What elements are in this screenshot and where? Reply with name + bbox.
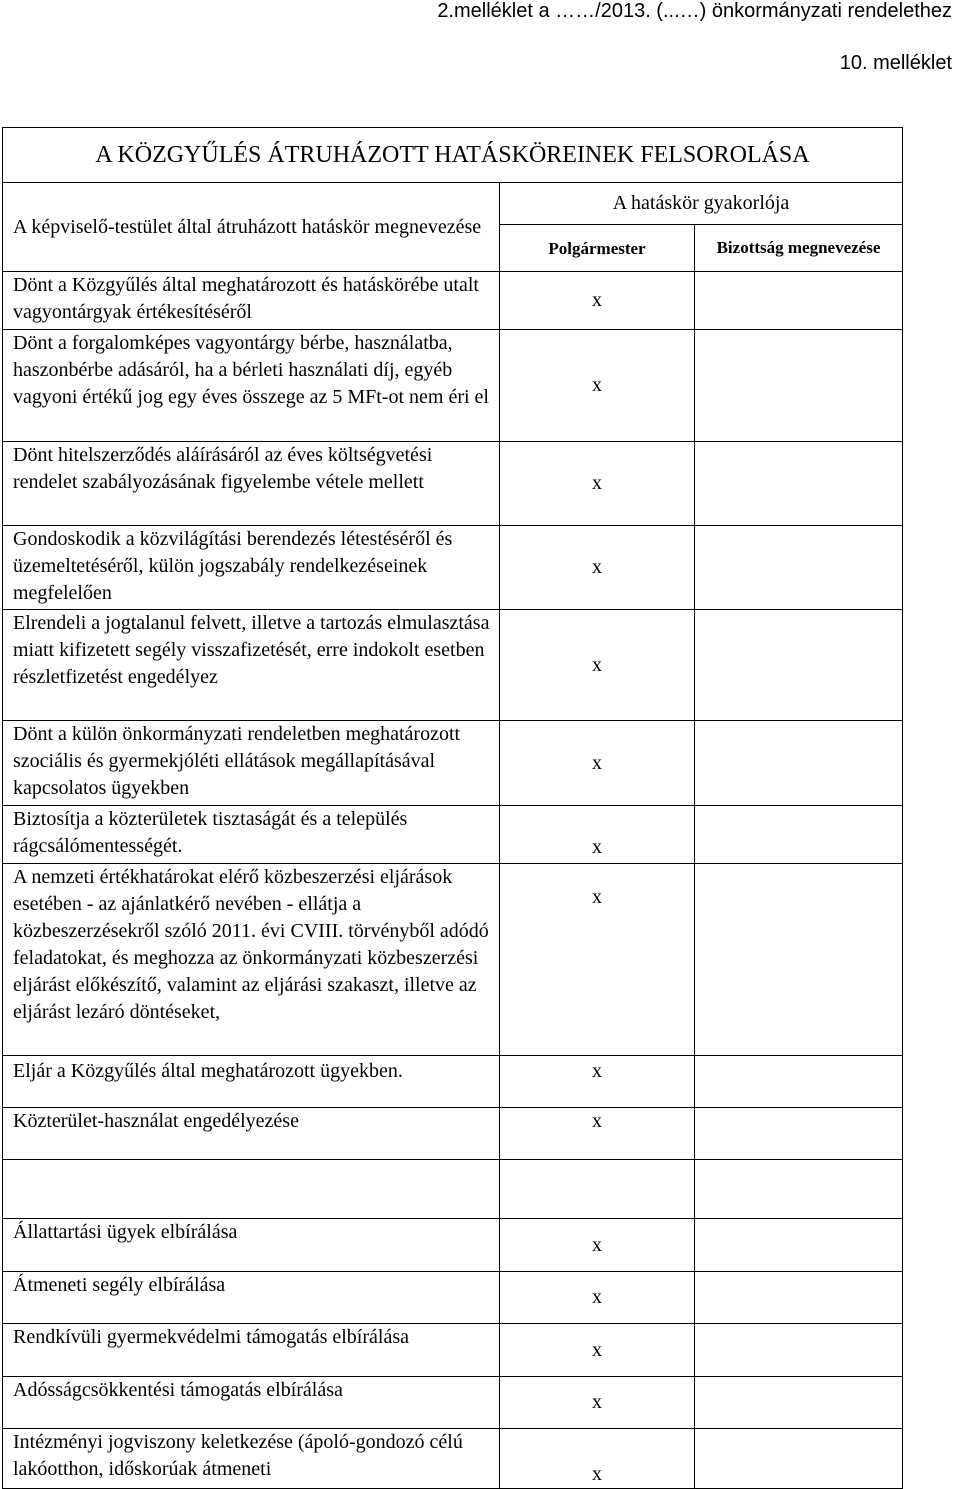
mayor-mark: x <box>500 1324 695 1377</box>
power-name: Biztosítja a közterületek tisztaságát és a település rágcsálómentességét. <box>3 806 500 864</box>
committee-name <box>695 610 903 721</box>
table-row <box>3 1324 903 1377</box>
power-name: Átmeneti segély elbírálása <box>3 1272 500 1324</box>
table-row <box>3 1219 903 1272</box>
table-row <box>3 442 903 526</box>
empty-cell <box>500 1160 695 1219</box>
mayor-mark: x <box>500 272 695 330</box>
power-name: Állattartási ügyek elbírálása <box>3 1219 500 1272</box>
committee-name <box>695 864 903 1056</box>
table-row <box>3 1377 903 1429</box>
power-name: Elrendeli a jogtalanul felvett, illetve a tartozás elmulasztása miatt kifizetett segély visszafizetését, erre indokolt esetben részletfizetést engedélyez <box>3 610 500 721</box>
committee-name <box>695 330 903 442</box>
power-name: A nemzeti értékhatárokat elérő közbeszerzési eljárások esetében - az ajánlatkérő nevében - ellátja a közbeszerzésekről szóló 2011. évi CVIII. törvényből adódó feladatokat, és meghozza az önkormányzati közbeszerzési eljárást előkészítő, valamint az eljárási szakaszt, illetve az eljárást lezáró döntéseket, <box>3 864 500 1056</box>
table-row <box>3 1429 903 1489</box>
col-name-header: A képviselő-testület által átruházott hatáskör megnevezése <box>3 183 500 272</box>
mayor-mark: x <box>500 806 695 864</box>
table-gap-row <box>3 1160 903 1219</box>
table-row <box>3 272 903 330</box>
mayor-mark: x <box>500 1108 695 1160</box>
delegated-powers-table <box>2 127 903 1489</box>
committee-name <box>695 1056 903 1108</box>
table-row <box>3 610 903 721</box>
col-committee-header: Bizottság megnevezése <box>695 225 903 272</box>
empty-cell <box>3 1160 500 1219</box>
mayor-mark: x <box>500 610 695 721</box>
committee-name <box>695 806 903 864</box>
power-name: Eljár a Közgyűlés által meghatározott ügyekben. <box>3 1056 500 1108</box>
mayor-mark: x <box>500 1429 695 1489</box>
table-row <box>3 1108 903 1160</box>
mayor-mark: x <box>500 1056 695 1108</box>
committee-name <box>695 272 903 330</box>
table-row <box>3 864 903 1056</box>
header-reference: 2.melléklet a ……/2013. (...…) önkormányzati rendelethez <box>437 0 952 22</box>
power-name: Rendkívüli gyermekvédelmi támogatás elbírálása <box>3 1324 500 1377</box>
empty-cell <box>695 1160 903 1219</box>
power-name: Dönt a forgalomképes vagyontárgy bérbe, használatba, haszonbérbe adásáról, ha a bérleti használati díj, egyéb vagyoni értékű jog egy éves összege az 5 MFt-ot nem éri el <box>3 330 500 442</box>
power-name: Közterület-használat engedélyezése <box>3 1108 500 1160</box>
committee-name <box>695 1324 903 1377</box>
committee-name <box>695 1272 903 1324</box>
col-mayor-header: Polgármester <box>500 225 695 272</box>
table-row <box>3 806 903 864</box>
table-title: A KÖZGYŰLÉS ÁTRUHÁZOTT HATÁSKÖREINEK FELSOROLÁSA <box>3 128 903 183</box>
mayor-mark: x <box>500 1219 695 1272</box>
header-annex-number: 10. melléklet <box>839 52 952 74</box>
mayor-mark: x <box>500 864 695 1056</box>
power-name: Dönt hitelszerződés aláírásáról az éves költségvetési rendelet szabályozásának figyelembe vétele mellett <box>3 442 500 526</box>
mayor-mark: x <box>500 1377 695 1429</box>
power-name: Dönt a külön önkormányzati rendeletben meghatározott szociális és gyermekjóléti ellátások megállapításával kapcsolatos ügyekben <box>3 721 500 806</box>
mayor-mark: x <box>500 330 695 442</box>
committee-name <box>695 1377 903 1429</box>
power-name: Adósságcsökkentési támogatás elbírálása <box>3 1377 500 1429</box>
committee-name <box>695 1429 903 1489</box>
power-name: Gondoskodik a közvilágítási berendezés létestéséről és üzemeltetéséről, külön jogszabály rendelkezéseinek megfelelően <box>3 526 500 610</box>
committee-name <box>695 442 903 526</box>
table-row <box>3 330 903 442</box>
power-name: Intézményi jogviszony keletkezése (ápoló-gondozó célú lakóotthon, időskorúak átmeneti <box>3 1429 500 1489</box>
mayor-mark: x <box>500 526 695 610</box>
power-name: Dönt a Közgyűlés által meghatározott és hatáskörébe utalt vagyontárgyak értékesítéséről <box>3 272 500 330</box>
mayor-mark: x <box>500 721 695 806</box>
table-row <box>3 526 903 610</box>
committee-name <box>695 526 903 610</box>
table-row <box>3 1272 903 1324</box>
table-row <box>3 1056 903 1108</box>
committee-name <box>695 1108 903 1160</box>
table-row <box>3 721 903 806</box>
mayor-mark: x <box>500 1272 695 1324</box>
group-header: A hatáskör gyakorlója <box>500 183 903 225</box>
committee-name <box>695 721 903 806</box>
committee-name <box>695 1219 903 1272</box>
mayor-mark: x <box>500 442 695 526</box>
